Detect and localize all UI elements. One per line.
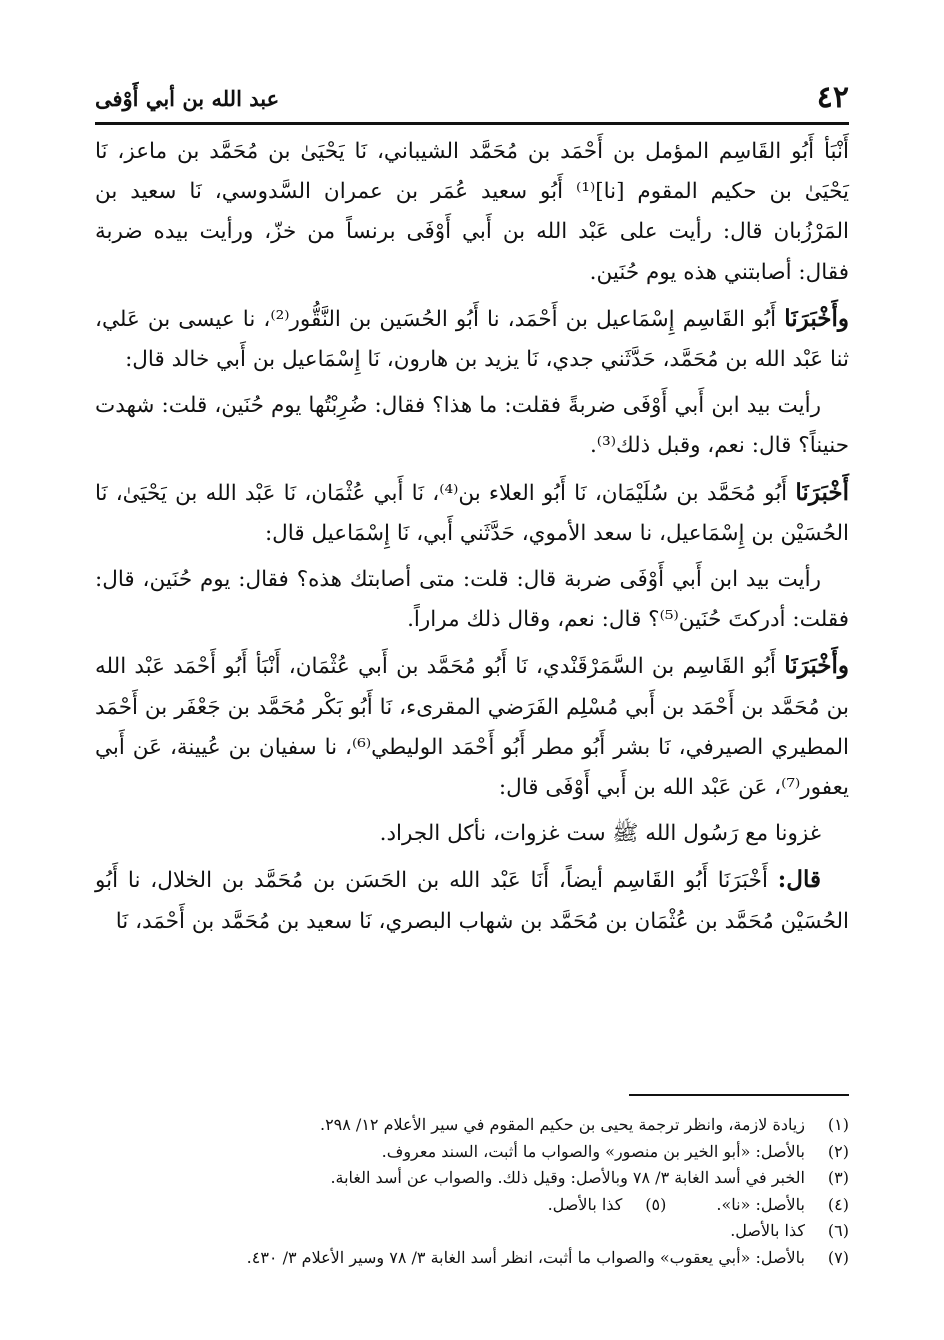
header-rule [95, 122, 849, 125]
paragraph-7: غزونا مع رَسُول الله ﷺ ست غزوات، نأكل الجراد. [379, 821, 821, 847]
paragraph-5: رأيت بيد ابن أَبي أَوْفَى ضربة قال: قلت: متى أصابتك هذه؟ فقال: يوم حُنَين، قال: فقلت: أدركتَ حُنَين⁽⁵⁾؟ قال: نعم، وقال ذلك مراراً. [95, 567, 849, 633]
running-title: عبد الله بن أبي أَوْفى [95, 86, 280, 111]
paragraph-6: وأَخْبَرَنَا أَبُو القَاسِم بن السَّمَرْقَنْدي، نَا أَبُو مُحَمَّد بن أَبي عُثْمَان، أَنْبَأ أَبُو أَحْمَد عَبْد الله بن مُحَمَّد بن أَحْمَد بن أَبي مُسْلِم الفَرَضي المقرىء، نَا أَبُو بَكْر مُحَمَّد بن جَعْفَر بن أَحْمَد المطيري الصيرفي، نَا بشر أَبُو مطر أَبُو أَحْمَد الوليطي⁽⁶⁾، نا سفيان بن عُيينة، عَن أَبي يعفور⁽⁷⁾، عَن عَبْد الله بن أَبي أَوْفَى قال: [95, 652, 849, 801]
footnote-7: (٧) بالأصل: «أبي يعقوب» والصواب ما أثبت، انظر أسد الغابة ٣/ ٧٨ وسير الأعلام ٣/ ٤٣٠. [246, 1247, 849, 1267]
footnote-6: (٦) كذا بالأصل. [730, 1221, 849, 1241]
paragraph-4: أَخْبَرَنَا أَبُو مُحَمَّد بن سُلَيْمَان، نَا أَبُو العلاء بن⁽⁴⁾، نَا أَبي عُثْمَان، نَا عَبْد الله بن يَحْيَىٰ، نَا الحُسَيْن بن إِسْمَاعيل، نا سعد الأموي، حَدَّثَني أَبي، نَا إِسْمَاعيل قال: [95, 478, 849, 546]
footnote-1: (١) زيادة لازمة، وانظر ترجمة يحيى بن حكيم المقوم في سير الأعلام ١٢/ ٢٩٨. [319, 1115, 849, 1134]
footnote-3: (٣) الخبر في أسد الغابة ٣/ ٧٨ وبالأصل: وقيل ذلك. والصواب عن أسد الغابة. [330, 1168, 849, 1188]
page-number: ٤٢ [816, 80, 849, 115]
paragraph-3: رأيت بيد ابن أَبي أَوْفَى ضربةً فقلت: ما هذا؟ فقال: ضُرِبْتُها يوم حُنَين، قلت: شهدت حنيناً؟ قال: نعم، وقبل ذلك⁽³⁾. [95, 393, 849, 459]
paragraph-2: وأَخْبَرَنَا أَبُو القَاسِم إِسْمَاعيل بن أَحْمَد، نا أَبُو الحُسَين بن النَّقُّور⁽²⁾، نا عيسى بن عَلي، ثنا عَبْد الله بن مُحَمَّد، حَدَّثَني جدي، نَا يزيد بن هارون، نَا إِسْمَاعيل بن أَبي خالد قال: [95, 304, 849, 373]
main-text [95, 132, 849, 948]
paragraph-1: أَنْبَأ أَبُو القَاسِم المؤمل بن أَحْمَد بن مُحَمَّد الشيباني، نَا يَحْيَىٰ بن مُحَمَّد بن ماعز، نَا يَحْيَىٰ بن حكيم المقوم [نا]⁽¹⁾ أَبُو سعيد عُمَر بن عمران السَّدوسي، نَا سعيد بن المَرْزُبان قال: رأيت على عَبْد الله بن أَبي أَوْفَى برنساً من خزّ، ورأيت بيده ضربة فقال: أصابتني هذه يوم حُنَين. [95, 139, 849, 285]
footnote-2: (٢) بالأصل: «أبو الخير بن منصور» والصواب ما أثبت، السند معروف. [381, 1141, 849, 1161]
footnotes [95, 1112, 849, 1272]
footnote-rule [629, 1094, 849, 1096]
page-header [95, 78, 849, 122]
paragraph-8: قال: أَخْبَرَنَا أَبُو القَاسِم أيضاً، أَنَا عَبْد الله بن الحَسَن بن مُحَمَّد بن الخلال، نا أَبُو الحُسَيْن مُحَمَّد بن عُثْمَان بن مُحَمَّد بن شهاب البصري، نَا سعيد بن مُحَمَّد بن أَحْمَد، نَا [95, 866, 849, 934]
footnote-4-5: (٤) بالأصل: «نا». (٥) كذا بالأصل. [547, 1194, 849, 1214]
